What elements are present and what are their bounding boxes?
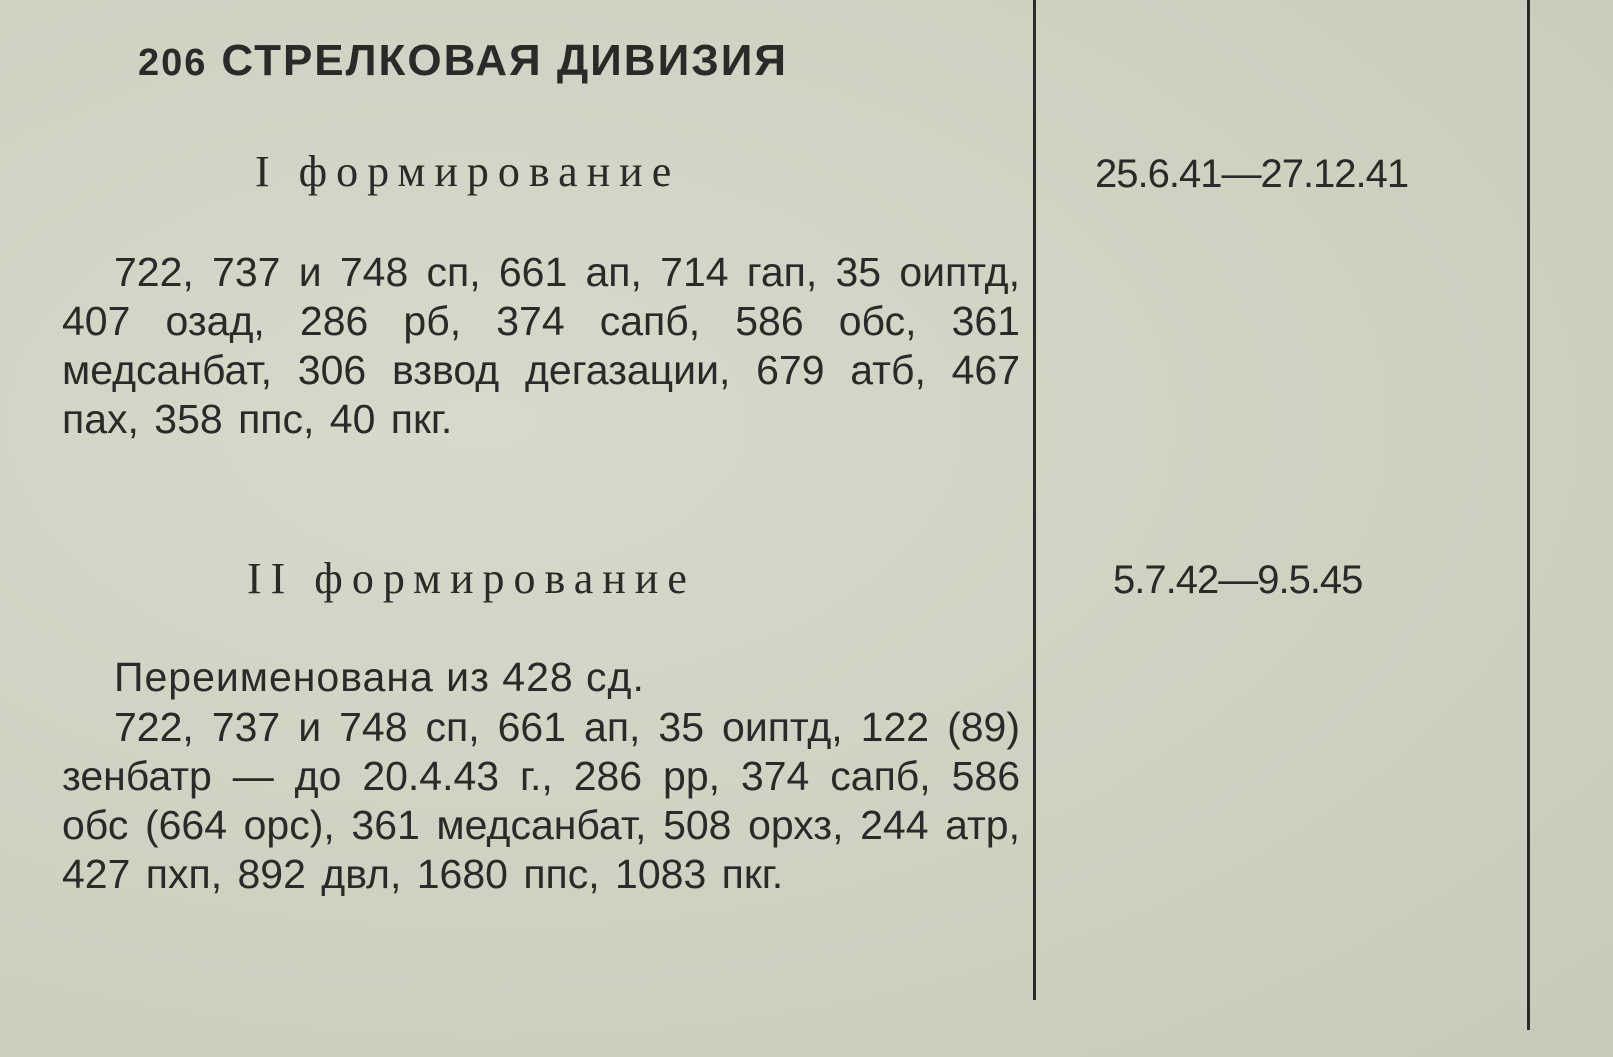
- formation-2-heading: II формирование: [247, 554, 696, 603]
- division-title: [138, 36, 788, 86]
- column-divider-left: [1033, 0, 1036, 1000]
- formation-2-units: 722, 737 и 748 сп, 661 ап, 35 оиптд, 122 (89) зенбатр — до 20.4.43 г., 286 рр, 374 сапб, 586 обс (664 орс), 361 медсанбат, 508 орхз, 244 атр, 427 пхп, 892 двл, 1680 ппс, 1083 пкг.: [62, 704, 1020, 897]
- column-divider-right: [1527, 0, 1530, 1030]
- division-number: 206: [138, 42, 208, 84]
- formation-1-heading: I формирование: [255, 147, 681, 196]
- formation-1-dates: 25.6.41—27.12.41: [1095, 152, 1409, 196]
- division-name: СТРЕЛКОВАЯ ДИВИЗИЯ: [221, 36, 789, 85]
- formation-2-dates: 5.7.42—9.5.45: [1113, 558, 1363, 602]
- formation-1-units: 722, 737 и 748 сп, 661 ап, 714 гап, 35 оиптд, 407 озад, 286 рб, 374 сапб, 586 обс, 361 медсанбат, 306 взвод дегазации, 679 атб, 467 пах, 358 ппс, 40 пкг.: [62, 249, 1020, 442]
- formation-2-rename-note: Переименована из 428 сд.: [114, 654, 645, 700]
